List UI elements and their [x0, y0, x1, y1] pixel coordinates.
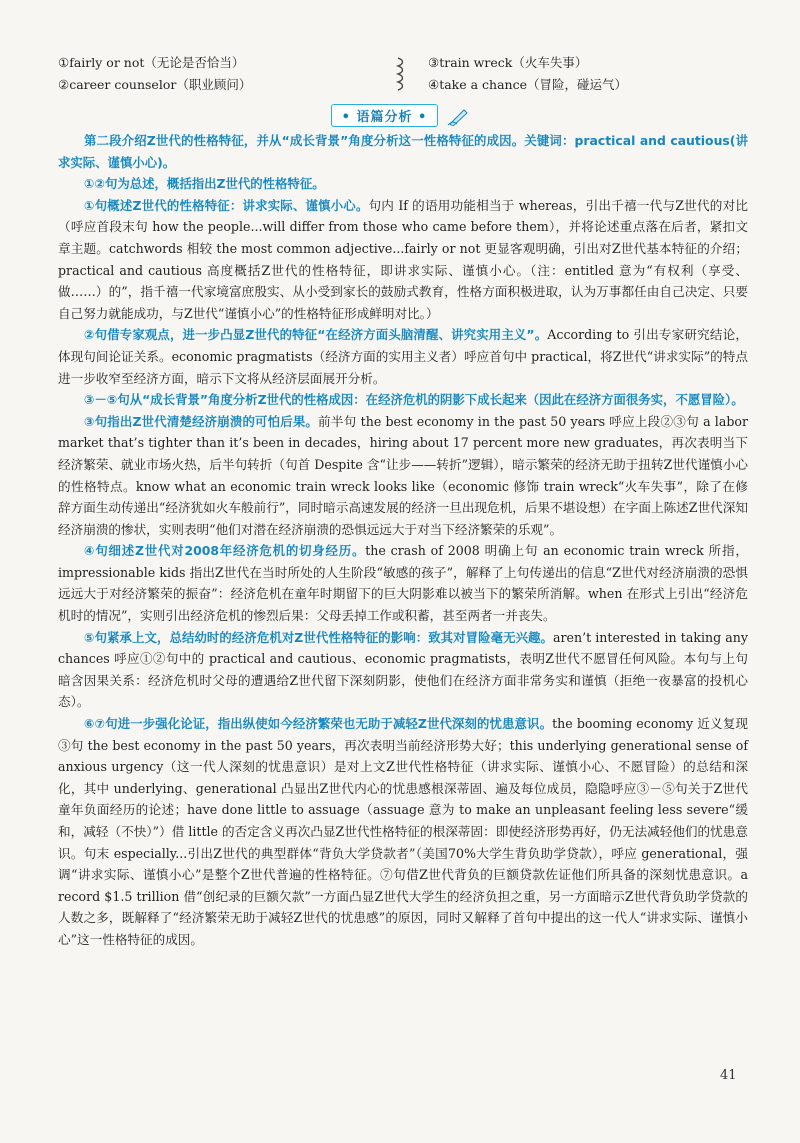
pen-icon	[447, 108, 469, 126]
paragraph	[58, 389, 748, 411]
vocab-column-left	[58, 52, 251, 96]
paragraph-text: aren’t interested in taking any chances 呼应①②句中的 practical and cautious、economic pragmatists，表明Z世代不愿冒任何风险。本句与上句暗含因果关系：经济危机时父母的遭遇给Z世代留下深刻阴影，使他们在经济方面非常务实和谨慎（拒绝一夜暴富的投机心态）。	[58, 629, 748, 710]
vocabulary-notes	[58, 52, 760, 98]
key-point: ④句细述Z世代对2008年经济危机的切身经历。	[84, 543, 366, 559]
paragraph	[58, 195, 748, 325]
paragraph	[58, 173, 748, 195]
paragraph-text: 句内 If 的语用功能相当于 whereas，引出千禧一代与Z世代的对比（呼应首段末句 how the people...will differ from those who came before them），并将论述重点落在后者，紧扣文章主题。catchwords 相较 the most common adjective...fairly or not 更显客观明确，引出对Z世代基本特征的介绍；practical and cautious 高度概括Z世代的性格特征，即讲求实际、谨慎小心。（注：entitled 意为“有权利（享受、做……）的”，指千禧一代家境富庶殷实、从小受到家长的鼓励式教育，性格方面积极进取，认为万事都任由自己决定、只要自己努力就能成功，与Z世代“谨慎小心”的性格特征形成鲜明对比。）	[58, 197, 748, 321]
key-point: ①②句为总述，概括指出Z世代的性格特征。	[84, 176, 325, 192]
paragraph-text: 前半句 the best economy in the past 50 years 呼应上段②③句 a labor market that’s tighter than it’s been in decades，hiring about 17 percent more new graduates，再次表明当下经济繁荣、就业市场火热，后半句转折（句首 Despite 含“让步——转折”逻辑），暗示繁荣的经济无助于扭转Z世代谨慎小心的性格特点。know what an economic train wreck looks like（economic 修饰 train wreck“火车失事”，除了在修辞方面生动传递出“经济犹如火车般前行”，同时暗示高速发展的经济一旦出现危机，后果不堪设想）在字面上陈述Z世代深知经济崩溃的惨状，实则表明“他们对潜在经济崩溃的恐惧远远大于对当下经济繁荣的乐观”。	[58, 413, 749, 537]
key-point: ②句借专家观点，进一步凸显Z世代的特征“在经济方面头脑清醒、讲究实用主义”。	[84, 327, 548, 343]
paragraph	[58, 411, 748, 541]
vocab-item: ④take a chance（冒险，碰运气）	[428, 77, 628, 92]
vocab-item: ①fairly or not（无论是否恰当）	[58, 55, 245, 70]
paragraph	[58, 627, 748, 713]
key-point: 第二段介绍Z世代的性格特征，并从“成长背景”角度分析这一性格特征的成因。关键词：practical and cautious(讲求实际、谨慎小心)。	[58, 133, 748, 170]
vocab-item: ③train wreck（火车失事）	[428, 55, 588, 70]
paragraph	[58, 130, 748, 173]
vocab-item: ②career counselor（职业顾问）	[58, 77, 252, 92]
key-point: ①句概述Z世代的性格特征：讲求实际、谨慎小心。	[84, 197, 369, 213]
paragraph	[58, 713, 748, 951]
key-point: ③句指出Z世代清楚经济崩溃的可怕后果。	[84, 413, 319, 429]
section-header	[0, 104, 800, 127]
vocab-column-right	[428, 52, 627, 96]
key-point: ③－⑤句从“成长背景”角度分析Z世代的性格成因：在经济危机的阴影下成长起来（因此在经济方面很务实，不愿冒险）。	[84, 392, 744, 408]
page-number: 41	[720, 1068, 737, 1083]
section-title: • 语篇分析 •	[331, 104, 439, 127]
key-point: ⑤句紧承上文，总结幼时的经济危机对Z世代性格特征的影响：致其对冒险毫无兴趣。	[84, 629, 554, 645]
analysis-body	[58, 130, 748, 951]
paragraph	[58, 324, 748, 389]
spiral-divider-icon	[394, 56, 408, 94]
paragraph	[58, 540, 748, 626]
key-point: ⑥⑦句进一步强化论证，指出纵使如今经济繁荣也无助于减轻Z世代深刻的忧患意识。	[84, 716, 553, 732]
paragraph-text: According to 引出专家研究结论，体现句间论证关系。economic pragmatists（经济方面的实用主义者）呼应首句中 practical，将Z世代“讲求实际”的特点进一步收窄至经济方面，暗示下文将从经济层面展开分析。	[58, 327, 748, 386]
paragraph-text: the booming economy 近义复现③句 the best economy in the past 50 years，再次表明当前经济形势大好；this underlying generational sense of anxious urgency（这一代人深刻的忧患意识）是对上文Z世代性格特征（讲求实际、谨慎小心、不愿冒险）的总结和深化，其中 underlying、generational 凸显出Z世代内心的忧患感根深蒂固、遍及每位成员，隐隐呼应③－⑤句关于Z世代童年负面经历的论述；have done little to assuage（assuage 意为 to make an unpleasant feeling less severe“缓和，减轻（不快）”）借 little 的否定含义再次凸显Z世代性格特征的根深蒂固：即使经济形势再好，仍无法减轻他们的忧患意识。句末 especially...引出Z世代的典型群体“背负大学贷款者”（美国70%大学生背负助学贷款），呼应 generational，强调“讲求实际、谨慎小心”是整个Z世代普遍的性格特征。⑦句借Z世代背负的巨额贷款佐证他们所具备的深刻忧患意识。a record $1.5 trillion 借“创纪录的巨额欠款”一方面凸显Z世代大学生的经济负担之重，另一方面暗示Z世代背负助学贷款的人数之多，既解释了“经济繁荣无助于减轻Z世代的忧患感”的原因，同时又解释了首句中提出的这一代人“讲求实际、谨慎小心”这一性格特征的成因。	[58, 716, 748, 947]
paragraph-text: the crash of 2008 明确上句 an economic train wreck 所指，impressionable kids 指出Z世代在当时所处的人生阶段“敏感的孩子”，解释了上句传递出的信息“Z世代对经济崩溃的恐惧远远大于对经济繁荣的振奋”：经济危机在童年时期留下的巨大阴影难以被当下的繁荣所消解。when 在形式上引出“经济危机时的情况”，实则引出经济危机的惨烈后果：父母丢掉工作或积蓄，甚至两者一并丧失。	[58, 543, 748, 624]
